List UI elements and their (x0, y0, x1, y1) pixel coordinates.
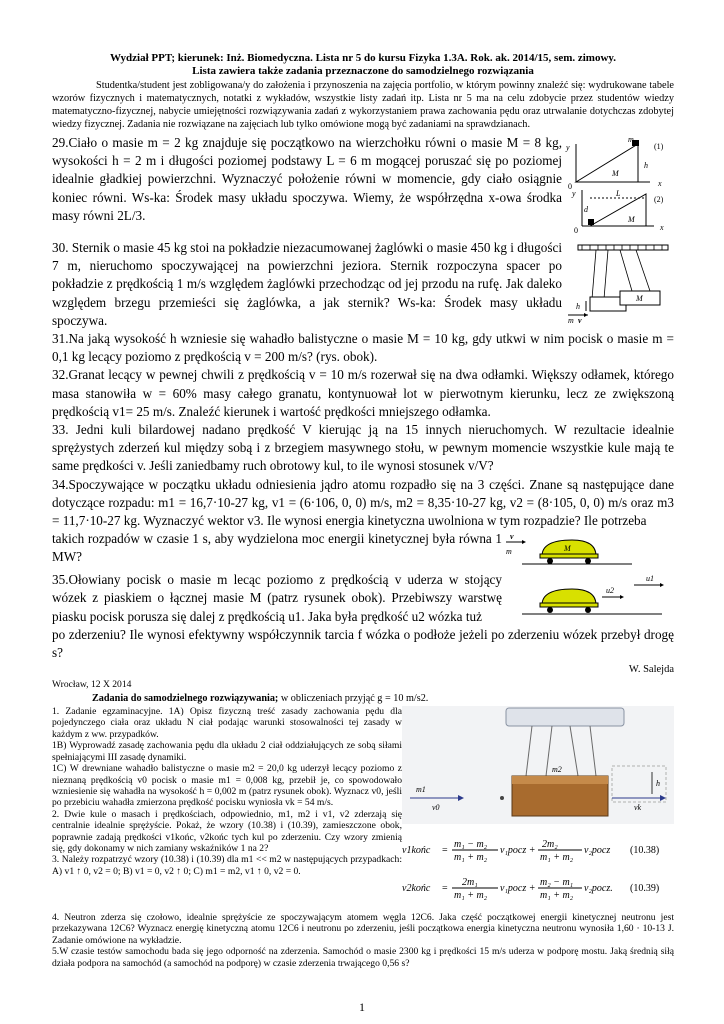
fig34-label-v: v (510, 532, 514, 542)
fig35-label-u2: u2 (606, 586, 614, 596)
fig31-label-h: h (576, 302, 580, 311)
problem-35-block (52, 571, 674, 626)
svg-text:m₂ − m₁: m₂ − m₁ (540, 877, 574, 889)
photo-label-m1: m1 (416, 785, 426, 795)
fig29-label-h: h (644, 161, 648, 170)
item-1a: 1. Zadanie egzaminacyjne. 1A) Opisz fizyczną treść zasady zachowania pędu dla pojedynczego ciała oraz układu N ciał podając warunki stosowalności tej zasady w każdym z ww. przypadków. (52, 706, 402, 740)
fig34-label-m: m (506, 547, 512, 557)
formula-2-label: (10.39) (630, 883, 660, 895)
problem-32: 32.Granat lecący w pewnej chwili z prędkością v = 10 m/s rozerwał się na dwa odłamki. Większy odłamek, którego masa stanowiła w = 60% masy całego granatu, kontynuował lot w pierwotnym kierunku, lecz ze zwiększoną prędkością v1= 25 m/s. Znaleźć kierunek i wartość prędkości mniejszego odłamka. (52, 367, 674, 419)
svg-text:m₁ + m₂: m₁ + m₂ (454, 852, 488, 864)
item-3: 3. Należy rozpatrzyć wzory (10.38) i (10.39) dla m1 << m2 w następujących przypadkach: A) v1 ↑ 0, v2 = 0; B) v1 = 0, v2 ↑ 0; C) m1 = m2, v1 ↑ 0, v2 = 0. (52, 854, 402, 877)
ballistic-pendulum-diagram (562, 239, 674, 325)
problem-30: 30. Sternik o masie 45 kg stoi na pokładzie niezacumowanej żaglówki o masie 450 kg i długości 7 m, nieruchomo spoczywającej na powierzchni jeziora. Sternik rozpoczyna spacer po pokładzie z prędkością 1 m/s względem żaglówki przechodząc od jej przodu na rufę. Jak daleko względem brzegu przemieści się żaglówka, a jak sternik? Ws-ka: Środek masy układu spoczywa. (52, 240, 562, 328)
photo-label-h: h (656, 779, 660, 789)
problem-29: 29.Ciało o masie m = 2 kg znajduje się początkowo na wierzchołku równi o masie M = 8 kg, wysokości h = 2 m i długości poziomej podstawy L = 6 m mogącej poruszać się po poziomej idealnie gładkiej powierzchni. Wyznaczyć położenie równi w momencie, gdy ciało osiągnie koniec równi. Ws-ka: Środek masy układu spoczywa. Wiemy, że współrzędna x-owa środka masy równi 2L/3. (52, 135, 562, 223)
svg-text:v₂pocz.: v₂pocz. (584, 883, 613, 895)
fig29-label-d: d (584, 205, 588, 214)
svg-text:v₁pocz +: v₁pocz + (500, 883, 536, 895)
fig29-label-M2: M (628, 215, 635, 224)
header-line-2: Lista zawiera także zadania przeznaczone do samodzielnego rozwiązania (192, 65, 534, 77)
svg-text:2m₁: 2m₁ (462, 877, 478, 889)
section-2 (52, 679, 674, 969)
fig29-label-1: (1) (654, 142, 664, 151)
svg-text:=: = (442, 883, 448, 895)
signature: W. Salejda (628, 664, 674, 676)
fig35-label-u1: u1 (646, 574, 654, 584)
fig29-label-m: m (628, 135, 634, 144)
section-2-title-rest: w obliczeniach przyjąć g = 10 m/s2. (278, 692, 429, 704)
svg-text:m₁ + m₂: m₁ + m₂ (454, 890, 488, 902)
item-1b: 1B) Wyprowadź zasadę zachowania pędu dla układu 2 ciał oddziałujących ze sobą siłami spełniającymi III zasadę dynamiki. (52, 740, 402, 763)
item-2: 2. Dwie kule o masach i prędkościach, odpowiednio, m1, m2 i v1, v2 zderzają się centralnie idealnie sprężyście. Pokaż, że wzory (10.38) i (10.39), zamieszczone obok, poprawnie zadają prędkości v1końc, v2końc tych kul po zderzeniu. Czy wzory zmienią się, gdy dokonamy w nich zamiany wskaźników 1 na 2? (52, 808, 402, 854)
fig29-label-L: L (616, 189, 621, 198)
document-header (52, 52, 674, 78)
svg-text:2m₂: 2m₂ (542, 839, 558, 851)
figure-29 (562, 134, 674, 239)
fig29-label-y2: y (572, 189, 576, 198)
problem-30-block (52, 239, 674, 330)
date-line: Wrocław, 12 X 2014 (52, 679, 132, 691)
svg-text:v₁pocz +: v₁pocz + (500, 845, 536, 857)
svg-text:m₁ − m₂: m₁ − m₂ (454, 839, 488, 851)
fig29-label-M1: M (612, 169, 619, 178)
section-2-title-bold: Zadania do samodzielnego rozwiązywania; (92, 692, 279, 704)
svg-text:v₂pocz: v₂pocz (584, 845, 611, 857)
fig29-label-x2: x (660, 223, 664, 232)
problem-35a: 35.Ołowiany pocisk o masie m lecąc poziomo z prędkością v uderza w stojący wózek z piaskiem o łącznej masie M (patrz rysunek obok). Przebiwszy warstwę piasku pocisk porusza się dalej z prędkością u1. Jaka była prędkość u2 wózka tuż (52, 572, 502, 624)
photo-label-m2: m2 (552, 765, 562, 775)
cart-bullet-diagram (502, 530, 672, 566)
problem-31: 31.Na jaką wysokość h wzniesie się wahadło balistyczne o masie M = 10 kg, gdy utkwi w nim pocisk o masie m = 0,1 kg lecący poziomo z prędkością v = 200 m/s? (rys. obok). (52, 331, 674, 365)
photo-label-v0: v0 (432, 803, 440, 813)
pendulum-photo (402, 706, 674, 824)
problem-34a: 34.Spoczywające w początku układu odniesienia jądro atomu rozpadło się na 3 części. Znane są następujące dane dotyczące rozpadu: m1 = 16,7·10-27 kg, v1 = (6·106, 0, 0) m/s, m2 = 8,35·10-27 kg, v2 = (8·105, 0, 0) m/s oraz m3 = 11,7·10-27 kg. Wyznaczyć wektor v3. Ile wynosi energia kinetyczna uwolniona w tym rozpadzie? Ile potrzeba (52, 476, 674, 529)
svg-text:=: = (442, 845, 448, 857)
item-5: 5.W czasie testów samochodu bada się jego odporność na zderzenia. Samochód o masie 2300 kg i prędkości 15 m/s uderza w podporę mostu. Jaką średnią siłą działa podpora na samochód (a samochód na podporę) w czasie zderzenia trwającego 0,56 s? (52, 946, 674, 969)
item-4: 4. Neutron zderza się czołowo, idealnie sprężyście ze spoczywającym atomem węgla 12C6. Jaka część początkowej energii kinetycznej neutronu jest przekazywana 12C6? Wyznacz energię kinetyczną atomu 12C6 i neutronu po zderzeniu, jeśli początkowa energia kinetyczna neutronu wynosiła 1,60 · 10-13 J. Zadanie omówione na wykładzie. (52, 912, 674, 946)
fig34-label-M: M (564, 544, 571, 554)
problem-35b: po zderzeniu? Ile wynosi efektywny współczynnik tarcia f wózka o podłoże jeżeli po zderzeniu wózek przebył drogę s? (52, 626, 674, 661)
figure-35 (502, 571, 672, 626)
photo-label-vk: vk (634, 803, 642, 813)
fig29-label-0a: 0 (568, 182, 572, 191)
figure-34 (502, 530, 672, 571)
formula-1-lhs: v1końc (402, 845, 431, 857)
svg-text:m₁ + m₂: m₁ + m₂ (540, 852, 574, 864)
problem-33: 33. Jedni kuli bilardowej nadano prędkość V kierując ją na 15 innych nieruchomych. W rezultacie idealnie sprężystych zderzeń kul między sobą i z brzegiem masywnego stołu, w pewnym momencie wszystkie kule mają te same prędkości v. Jeśli zaniedbamy ruch obrotowy kul, to ile wynosi stosunek v/V? (52, 422, 674, 474)
cart-after-collision-diagram (502, 571, 672, 617)
page-number: 1 (359, 1000, 365, 1014)
fig29-label-y1: y (566, 143, 570, 152)
problem-34b-block (52, 530, 674, 571)
section-2-upper (52, 706, 674, 912)
fig29-label-2: (2) (654, 195, 664, 204)
header-line-1: Wydział PPT; kierunek: Inż. Biomedyczna. Lista nr 5 do kursu Fizyka 1.3A. Rok. ak. 2014/15, sem. zimowy. (109, 52, 617, 64)
fig29-label-0b: 0 (574, 226, 578, 234)
fig31-label-v: v (578, 316, 582, 325)
fig29-label-x1: x (658, 179, 662, 188)
section-2-right-column (402, 706, 674, 912)
collision-formulas (402, 835, 674, 907)
figure-31 (562, 239, 674, 330)
document-page (52, 52, 674, 969)
section-2-title (92, 693, 674, 704)
formula-2-lhs: v2końc (402, 883, 431, 895)
fig31-label-m: m (568, 316, 574, 325)
problem-34b: takich rozpadów w czasie 1 s, aby wydzielona moc energii kinetycznej była równa 1 MW? (52, 531, 502, 565)
inclined-plane-diagram (562, 134, 674, 234)
svg-text:m₁ + m₂: m₁ + m₂ (540, 890, 574, 902)
section-2-left-column (52, 706, 402, 912)
formula-1-label: (10.38) (630, 845, 660, 857)
fig31-label-M: M (636, 294, 643, 303)
intro-paragraph (52, 79, 674, 131)
problem-29-block (52, 134, 674, 239)
item-1c: 1C) W drewniane wahadło balistyczne o masie m2 = 20,0 kg uderzył lecący poziomo z nieznaną prędkością v0 pocisk o masie m1 = 0,008 kg, przebił je, co spowodowało wzniesienie się wahadła na wysokość h = 0,002 m (patrz rysunek obok). Wyznacz v0, jeśli po przebiciu wahadła zmierzona prędkość pocisku wyniosła vk = 54 m/s. (52, 763, 402, 809)
intro-text: Studentka/student jest zobligowana/y do założenia i przynoszenia na zajęcia portfolio, w którym powinny znaleźć się: wydrukowane tabele wzorów fizycznych i matematycznych, notatki z wykładów, wszystkie listy zadań itp. Lista nr 5 ma na celu zdobycie przez studentów wiedzy matematyczno-fizycznej, nabycie umiejętności rozwiązywania zadań z wykorzystaniem prawa zachowania pędu oraz utrwalanie dotychczas zdobytej wiedzy fizycznej. Zadania nie rozwiązane na zajęciach lub tylko omówione mogą być zadaniami na sprawdzianach. (52, 80, 674, 130)
